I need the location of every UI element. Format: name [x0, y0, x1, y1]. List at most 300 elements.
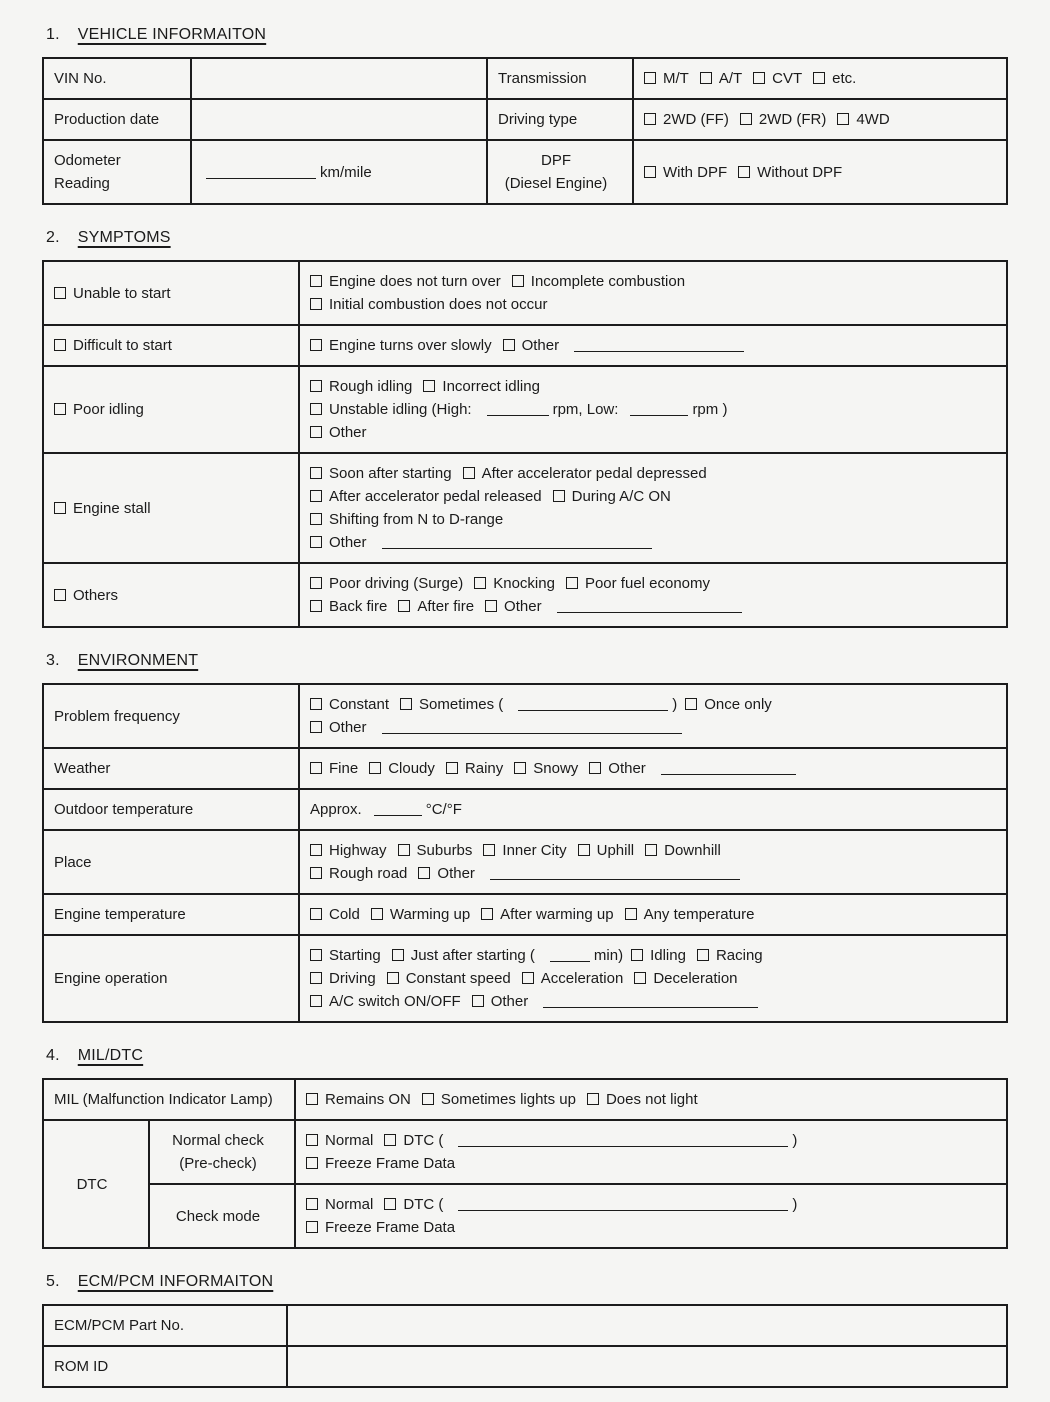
checkbox-icon[interactable] [54, 589, 66, 601]
checkbox-option[interactable] [481, 903, 613, 926]
checkbox-label: Inner City [502, 842, 567, 859]
checkbox-option[interactable] [371, 903, 470, 926]
checkbox-icon[interactable] [738, 166, 750, 178]
checkbox-label: DTC ( [403, 1132, 444, 1149]
checkbox-icon[interactable] [310, 600, 322, 612]
checkbox-label: Freeze Frame Data [325, 1219, 456, 1236]
checkbox-icon[interactable] [813, 72, 825, 84]
checkbox-option[interactable] [310, 293, 547, 316]
checkbox-icon[interactable] [697, 949, 709, 961]
text-segment: Transmission [498, 70, 587, 87]
text-segment: Problem frequency [54, 707, 180, 725]
checkbox-label: After accelerator pedal depressed [481, 465, 707, 482]
checkbox-label: Other [437, 865, 475, 882]
table-row [43, 1346, 1007, 1387]
section-number: 5. [46, 1273, 60, 1290]
checkbox-icon[interactable] [310, 339, 322, 351]
transmission-label [487, 58, 633, 99]
checkbox-icon[interactable] [306, 1157, 318, 1169]
checkbox-option[interactable] [644, 108, 729, 131]
check-mode-options [295, 1184, 1007, 1248]
checkbox-option[interactable] [522, 967, 624, 990]
checkbox-icon[interactable] [837, 113, 849, 125]
checkbox-icon[interactable] [398, 844, 410, 856]
odometer-label [43, 140, 191, 204]
checkbox-icon[interactable] [310, 972, 322, 984]
checkbox-option[interactable] [310, 485, 542, 508]
checkbox-icon[interactable] [423, 380, 435, 392]
checkbox-label: Poor fuel economy [584, 575, 711, 592]
checkbox-icon[interactable] [472, 995, 484, 1007]
table-row [43, 830, 1007, 894]
checkbox-option[interactable] [310, 967, 376, 990]
checkbox-icon[interactable] [483, 844, 495, 856]
checkbox-option[interactable] [514, 757, 578, 780]
checkbox-icon[interactable] [310, 403, 322, 415]
checkbox-label: Incomplete combustion [530, 273, 686, 290]
checkbox-option[interactable] [644, 161, 727, 184]
table-row [43, 684, 1007, 748]
checkbox-option[interactable] [578, 839, 635, 862]
mildtc-table [42, 1078, 1008, 1249]
text-segment: Normal check [172, 1132, 264, 1149]
production-date-value[interactable] [191, 99, 487, 140]
dpf-options [633, 140, 1007, 204]
section-heading-environment [46, 652, 1008, 670]
checkbox-label: Difficult to start [73, 337, 172, 354]
checkbox-icon[interactable] [371, 908, 383, 920]
vehicle-information-table-holder [42, 57, 1008, 205]
checkbox-label: Freeze Frame Data [325, 1155, 456, 1172]
checkbox-option[interactable] [54, 398, 144, 421]
checkbox-icon[interactable] [474, 577, 486, 589]
dpf-label [487, 140, 633, 204]
checkbox-option[interactable] [700, 67, 742, 90]
poor-idling-details [299, 366, 1007, 453]
blank-line[interactable] [487, 403, 549, 416]
text-segment: Outdoor temperature [54, 801, 194, 818]
checkbox-option[interactable] [483, 839, 566, 862]
checkbox-option[interactable] [310, 572, 463, 595]
check-mode-label [149, 1184, 295, 1248]
checkbox-option[interactable] [310, 693, 389, 716]
symptom-poor-idling [43, 366, 299, 453]
checkbox-icon[interactable] [306, 1198, 318, 1210]
checkbox-label: Rough idling [329, 378, 413, 395]
checkbox-icon[interactable] [400, 698, 412, 710]
checkbox-icon[interactable] [392, 949, 404, 961]
rom-id-label [43, 1346, 287, 1387]
checkbox-label: Poor driving (Surge) [329, 575, 464, 592]
normal-check-options [295, 1120, 1007, 1184]
checkbox-icon[interactable] [753, 72, 765, 84]
checkbox-icon[interactable] [306, 1093, 318, 1105]
table-row [43, 789, 1007, 830]
checkbox-option[interactable] [310, 944, 381, 967]
blank-line[interactable] [550, 949, 590, 962]
weather-options [299, 748, 1007, 789]
checkbox-label: Other [504, 598, 542, 615]
checkbox-option[interactable] [813, 67, 856, 90]
checkbox-option[interactable] [400, 693, 503, 716]
checkbox-icon[interactable] [503, 339, 515, 351]
checkbox-label: Any temperature [643, 906, 755, 923]
engine-stall-details [299, 453, 1007, 563]
checkbox-label: Remains ON [325, 1091, 411, 1108]
checkbox-icon[interactable] [310, 536, 322, 548]
checkbox-option[interactable] [503, 334, 560, 357]
text-segment: Weather [54, 760, 111, 777]
blank-line[interactable] [630, 403, 688, 416]
driving-type-label [487, 99, 633, 140]
checkbox-icon[interactable] [644, 113, 656, 125]
unable-to-start-details [299, 261, 1007, 325]
checkbox-icon[interactable] [310, 844, 322, 856]
text-segment: Odometer [54, 152, 121, 169]
checkbox-option[interactable] [306, 1152, 455, 1175]
checkbox-icon[interactable] [589, 762, 601, 774]
odometer-value[interactable] [191, 140, 487, 204]
ecm-part-no-value[interactable] [287, 1305, 1007, 1346]
checkbox-label: Sometimes lights up [440, 1091, 576, 1108]
checkbox-option[interactable] [54, 334, 172, 357]
text-segment: ) [792, 1132, 798, 1149]
section-title: ECM/PCM INFORMAITON [77, 1273, 274, 1290]
checkbox-label: Other [490, 993, 529, 1010]
checkbox-icon[interactable] [631, 949, 643, 961]
section-title: SYMPTOMS [77, 229, 171, 246]
symptom-others [43, 563, 299, 627]
checkbox-option[interactable] [310, 716, 367, 739]
checkbox-option[interactable] [306, 1216, 455, 1239]
checkbox-option[interactable] [738, 161, 842, 184]
text-segment: rpm, Low: [552, 401, 619, 418]
checkbox-icon[interactable] [422, 1093, 434, 1105]
checkbox-label: Cloudy [388, 760, 435, 777]
checkbox-icon[interactable] [310, 577, 322, 589]
checkbox-icon[interactable] [310, 513, 322, 525]
checkbox-icon[interactable] [514, 762, 526, 774]
checkbox-label: Just after starting ( [410, 947, 535, 964]
section-number: 3. [46, 652, 60, 669]
checkbox-icon[interactable] [310, 298, 322, 310]
checkbox-option[interactable] [310, 990, 461, 1013]
text-segment: ECM/PCM Part No. [54, 1317, 185, 1334]
checkbox-label: etc. [832, 70, 857, 87]
checkbox-option[interactable] [512, 270, 685, 293]
table-row [43, 1120, 1007, 1184]
checkbox-icon[interactable] [481, 908, 493, 920]
checkbox-label: Normal [325, 1196, 374, 1213]
blank-line[interactable] [490, 867, 740, 880]
checkbox-icon[interactable] [310, 426, 322, 438]
checkbox-label: Fine [329, 760, 359, 777]
checkbox-label: After warming up [500, 906, 614, 923]
checkbox-option[interactable] [446, 757, 503, 780]
checkbox-option[interactable] [306, 1129, 373, 1152]
checkbox-icon[interactable] [310, 698, 322, 710]
checkbox-label: Once only [704, 696, 772, 713]
text-segment: ROM ID [54, 1358, 109, 1375]
blank-line[interactable] [518, 698, 668, 711]
checkbox-option[interactable] [398, 595, 474, 618]
checkbox-option[interactable] [631, 944, 686, 967]
checkbox-icon[interactable] [700, 72, 712, 84]
checkbox-label: Idling [650, 947, 686, 964]
checkbox-icon[interactable] [578, 844, 590, 856]
weather-label [43, 748, 299, 789]
checkbox-label: Rainy [464, 760, 504, 777]
checkbox-label: Rough road [329, 865, 408, 882]
checkbox-option[interactable] [310, 334, 492, 357]
checkbox-option[interactable] [472, 990, 529, 1013]
checkbox-icon[interactable] [54, 339, 66, 351]
checkbox-icon[interactable] [522, 972, 534, 984]
checkbox-label: Knocking [493, 575, 555, 592]
checkbox-icon[interactable] [485, 600, 497, 612]
checkbox-option[interactable] [387, 967, 511, 990]
checkbox-label: Back fire [329, 598, 388, 615]
blank-line[interactable] [574, 339, 744, 352]
checkbox-option[interactable] [310, 757, 358, 780]
checkbox-icon[interactable] [645, 844, 657, 856]
text-segment: (Pre-check) [179, 1155, 257, 1172]
table-row [43, 366, 1007, 453]
blank-line[interactable] [661, 762, 796, 775]
blank-line[interactable] [458, 1198, 788, 1211]
checkbox-option[interactable] [310, 903, 360, 926]
checkbox-label: Uphill [596, 842, 635, 859]
table-row [43, 140, 1007, 204]
section-title: ENVIRONMENT [77, 652, 199, 669]
checkbox-label: Shifting from N to D-range [329, 511, 504, 528]
symptom-engine-stall [43, 453, 299, 563]
checkbox-option[interactable] [310, 531, 367, 554]
blank-line[interactable] [382, 721, 682, 734]
checkbox-icon[interactable] [54, 403, 66, 415]
checkbox-option[interactable] [310, 862, 407, 885]
checkbox-option[interactable] [697, 944, 763, 967]
checkbox-option[interactable] [685, 693, 772, 716]
checkbox-icon[interactable] [384, 1134, 396, 1146]
checkbox-label: Sometimes ( [419, 696, 504, 713]
blank-line[interactable] [374, 803, 422, 816]
checkbox-option[interactable] [837, 108, 889, 131]
driving-type-options [633, 99, 1007, 140]
checkbox-option[interactable] [418, 862, 475, 885]
text-segment: Engine temperature [54, 906, 186, 923]
checkbox-icon[interactable] [306, 1134, 318, 1146]
checkbox-icon[interactable] [625, 908, 637, 920]
symptoms-table [42, 260, 1008, 628]
text-segment: MIL (Malfunction Indicator Lamp) [54, 1091, 273, 1108]
checkbox-option[interactable] [634, 967, 737, 990]
checkbox-option[interactable] [474, 572, 555, 595]
checkbox-option[interactable] [310, 398, 472, 421]
checkbox-icon[interactable] [310, 275, 322, 287]
checkbox-option[interactable] [553, 485, 671, 508]
checkbox-option[interactable] [54, 584, 118, 607]
checkbox-icon[interactable] [740, 113, 752, 125]
text-segment: Approx. [310, 801, 362, 818]
place-label [43, 830, 299, 894]
checkbox-label: Incorrect idling [442, 378, 540, 395]
checkbox-icon[interactable] [384, 1198, 396, 1210]
table-row [43, 1184, 1007, 1248]
text-segment: ) [672, 696, 678, 713]
checkbox-icon[interactable] [310, 721, 322, 733]
ecm-table [42, 1304, 1008, 1388]
checkbox-icon[interactable] [512, 275, 524, 287]
checkbox-icon[interactable] [553, 490, 565, 502]
checkbox-option[interactable] [310, 462, 452, 485]
checkbox-option[interactable] [422, 1088, 576, 1111]
vehicle-table [42, 57, 1008, 205]
checkbox-label: Soon after starting [329, 465, 452, 482]
checkbox-icon[interactable] [310, 908, 322, 920]
symptom-unable-to-start [43, 261, 299, 325]
blank-line[interactable] [458, 1134, 788, 1147]
checkbox-icon[interactable] [644, 72, 656, 84]
checkbox-option[interactable] [306, 1193, 373, 1216]
checkbox-label: Suburbs [416, 842, 473, 859]
text-segment: min) [593, 947, 624, 964]
checkbox-option[interactable] [566, 572, 710, 595]
section-heading-symptoms [46, 229, 1008, 247]
text-segment: Driving type [498, 111, 578, 128]
checkbox-option[interactable] [369, 757, 435, 780]
checkbox-icon[interactable] [310, 867, 322, 879]
checkbox-label: Cold [329, 906, 360, 923]
checkbox-icon[interactable] [310, 380, 322, 392]
checkbox-option[interactable] [310, 595, 387, 618]
checkbox-icon[interactable] [310, 490, 322, 502]
checkbox-icon[interactable] [446, 762, 458, 774]
checkbox-icon[interactable] [54, 502, 66, 514]
checkbox-option[interactable] [753, 67, 802, 90]
place-options [299, 830, 1007, 894]
checkbox-icon[interactable] [566, 577, 578, 589]
checkbox-label: Highway [329, 842, 387, 859]
text-segment: DPF [541, 152, 571, 169]
checkbox-option[interactable] [645, 839, 721, 862]
checkbox-label: CVT [772, 70, 803, 87]
blank-line[interactable] [382, 536, 652, 549]
checkbox-label: Constant [329, 696, 390, 713]
section-heading-ecm-pcm-information [46, 1273, 1008, 1291]
checkbox-icon[interactable] [310, 762, 322, 774]
checkbox-option[interactable] [740, 108, 827, 131]
checkbox-label: Does not light [605, 1091, 698, 1108]
blank-line[interactable] [557, 600, 742, 613]
checkbox-icon[interactable] [306, 1221, 318, 1233]
text-segment: Engine operation [54, 970, 168, 987]
checkbox-icon[interactable] [310, 467, 322, 479]
blank-line[interactable] [206, 166, 316, 179]
checkbox-icon[interactable] [310, 949, 322, 961]
table-row [43, 325, 1007, 366]
outdoor-temperature-value [299, 789, 1007, 830]
table-row [43, 748, 1007, 789]
checkbox-option[interactable] [310, 270, 501, 293]
text-segment: Place [54, 853, 92, 871]
text-segment: Reading [54, 175, 110, 192]
checkbox-label: Normal [325, 1132, 374, 1149]
checkbox-label: A/T [718, 70, 743, 87]
checkbox-option[interactable] [310, 421, 367, 444]
checkbox-icon[interactable] [54, 287, 66, 299]
checkbox-option[interactable] [398, 839, 473, 862]
text-segment: rpm ) [692, 401, 728, 418]
checkbox-option[interactable] [463, 462, 707, 485]
checkbox-label: 2WD (FR) [758, 111, 827, 128]
table-row [43, 894, 1007, 935]
text-segment: Check mode [175, 1207, 261, 1225]
checkbox-option[interactable] [423, 375, 540, 398]
checkbox-icon[interactable] [310, 995, 322, 1007]
checkbox-option[interactable] [392, 944, 535, 967]
checkbox-option[interactable] [54, 282, 171, 305]
problem-frequency-options [299, 684, 1007, 748]
checkbox-label: Unable to start [73, 284, 171, 302]
checkbox-label: During A/C ON [571, 488, 671, 505]
checkbox-option[interactable] [485, 595, 542, 618]
checkbox-icon[interactable] [685, 698, 697, 710]
checkbox-icon[interactable] [587, 1093, 599, 1105]
transmission-options [633, 58, 1007, 99]
checkbox-label: After accelerator pedal released [329, 488, 542, 505]
checkbox-label: Snowy [533, 760, 579, 777]
checkbox-icon[interactable] [418, 867, 430, 879]
checkbox-icon[interactable] [387, 972, 399, 984]
blank-line[interactable] [543, 995, 758, 1008]
text-segment: °C/°F [425, 801, 462, 818]
text-segment: VIN No. [54, 70, 107, 87]
rom-id-value[interactable] [287, 1346, 1007, 1387]
checkbox-icon[interactable] [644, 166, 656, 178]
mil-options [295, 1079, 1007, 1120]
checkbox-option[interactable] [310, 375, 412, 398]
checkbox-label: DTC ( [403, 1196, 444, 1213]
checkbox-option[interactable] [625, 903, 755, 926]
checkbox-option[interactable] [589, 757, 646, 780]
checkbox-option[interactable] [310, 839, 387, 862]
checkbox-label: Other [608, 760, 646, 777]
checkbox-option[interactable] [306, 1088, 411, 1111]
checkbox-icon[interactable] [463, 467, 475, 479]
checkbox-label: Other [521, 337, 560, 354]
checkbox-option[interactable] [384, 1193, 443, 1216]
checkbox-label: Driving [329, 970, 376, 987]
checkbox-label: Warming up [389, 906, 471, 923]
checkbox-option[interactable] [310, 508, 503, 531]
checkbox-icon[interactable] [369, 762, 381, 774]
checkbox-icon[interactable] [634, 972, 646, 984]
difficult-to-start-details [299, 325, 1007, 366]
section-number: 1. [46, 26, 60, 43]
checkbox-option[interactable] [54, 497, 151, 520]
checkbox-icon[interactable] [398, 600, 410, 612]
checkbox-option[interactable] [384, 1129, 443, 1152]
others-details [299, 563, 1007, 627]
vin-value[interactable] [191, 58, 487, 99]
checkbox-option[interactable] [644, 67, 689, 90]
engine-temperature-label [43, 894, 299, 935]
symptoms-table-holder [42, 260, 1008, 628]
environment-table [42, 683, 1008, 1023]
checkbox-option[interactable] [587, 1088, 698, 1111]
text-segment: km/mile [320, 163, 372, 181]
